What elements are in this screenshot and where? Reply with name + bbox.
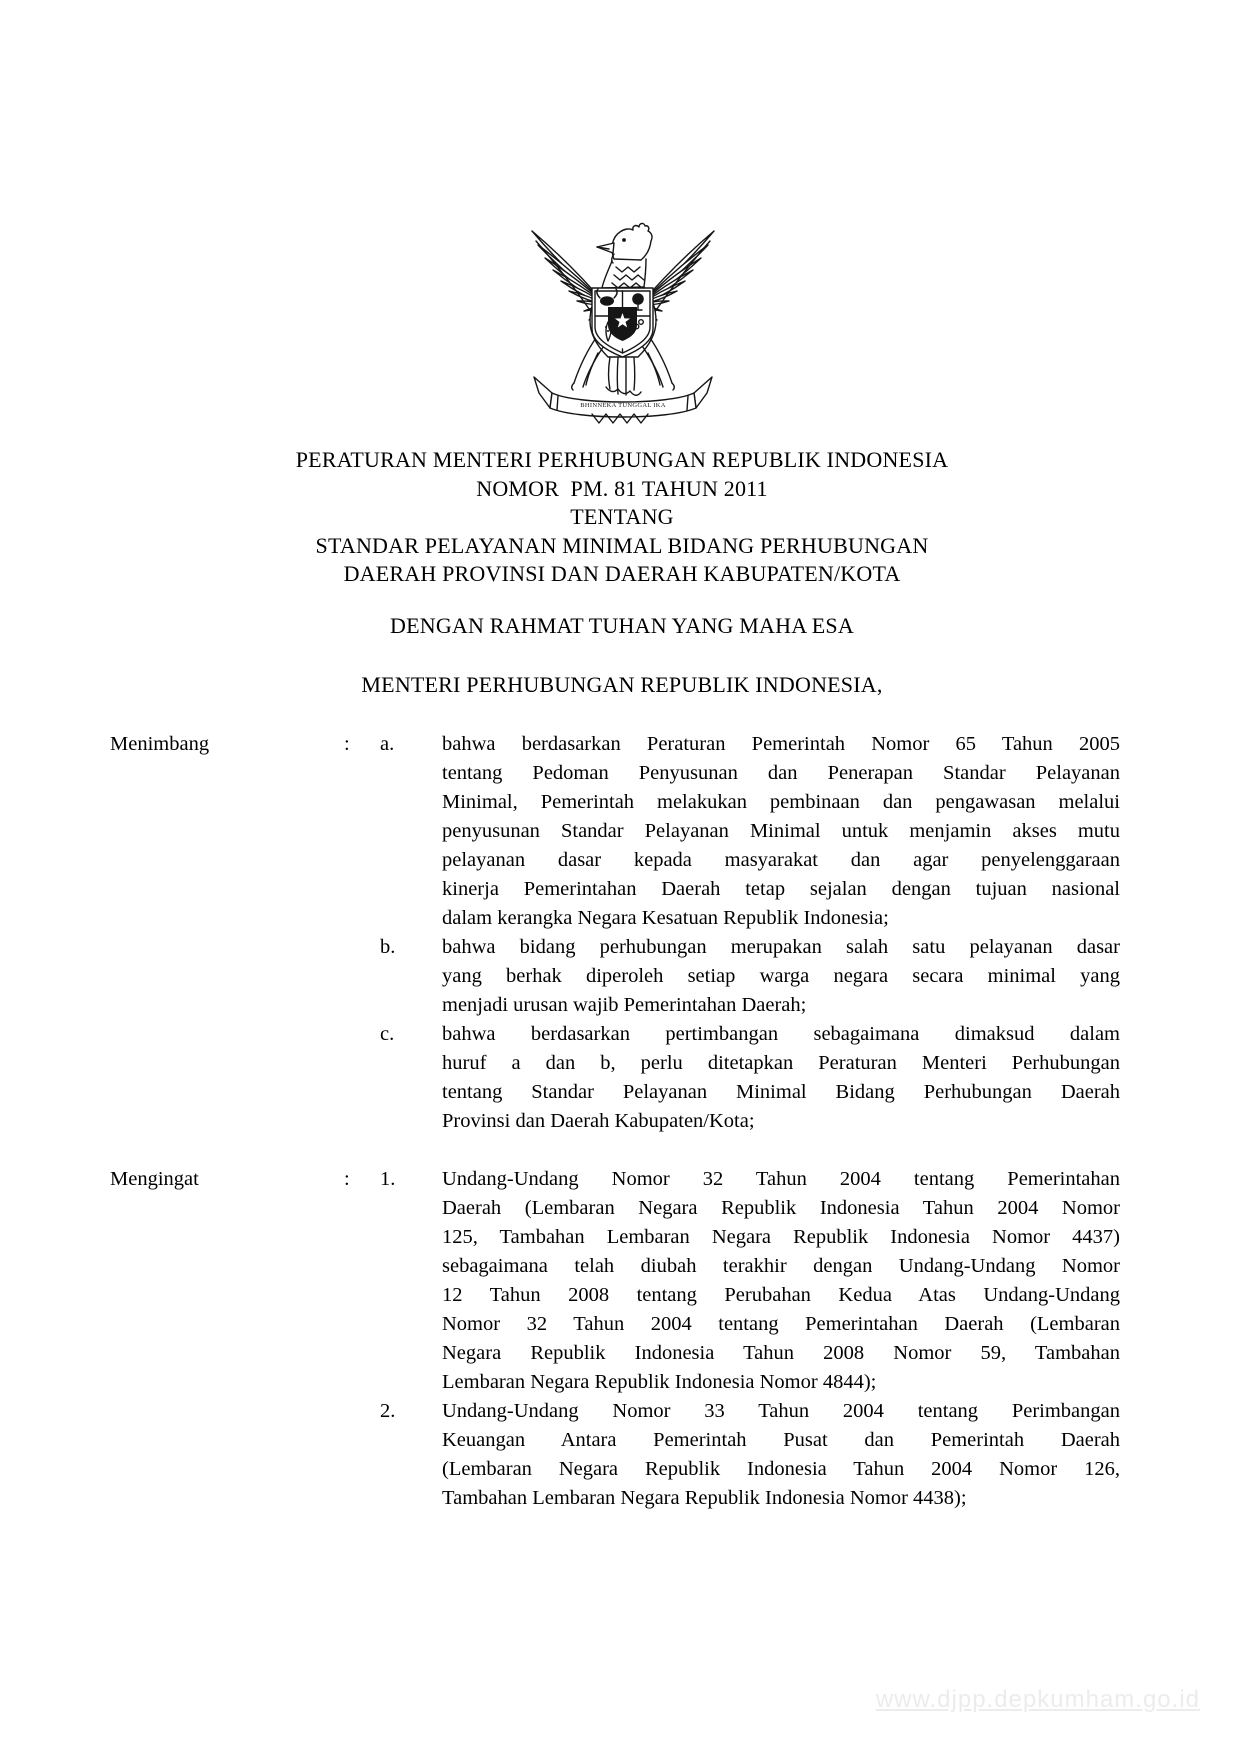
text-line: yang berhak diperoleh setiap warga negara secara minimal yang <box>442 965 1120 987</box>
section-label: Menimbang <box>110 733 210 755</box>
preamble-item <box>107 1397 1120 1513</box>
regulation-title <box>107 446 1137 589</box>
text-line: sebagaimana telah diubah terakhir dengan Undang-Undang Nomor <box>442 1255 1120 1277</box>
text-line: bahwa bidang perhubungan merupakan salah satu pelayanan dasar <box>442 936 1120 958</box>
text-line: pelayanan dasar kepada masyarakat dan agar penyelenggaraan <box>442 849 1120 871</box>
text-line: Keuangan Antara Pemerintah Pusat dan Pemerintah Daerah <box>442 1429 1120 1451</box>
item-marker: b. <box>380 936 396 958</box>
text-line: Undang-Undang Nomor 33 Tahun 2004 tentang Perimbangan <box>442 1400 1120 1422</box>
garuda-emblem-graphic <box>528 217 718 425</box>
text-line: Lembaran Negara Republik Indonesia Nomor 4844); <box>442 1371 877 1393</box>
text-line: kinerja Pemerintahan Daerah tetap sejalan dengan tujuan nasional <box>442 878 1120 900</box>
garuda-pancasila-emblem <box>528 217 718 425</box>
item-marker: 1. <box>380 1168 396 1190</box>
preamble-item <box>107 1020 1120 1136</box>
text-line: Negara Republik Indonesia Tahun 2008 Nomor 59, Tambahan <box>442 1342 1120 1364</box>
authority-line <box>107 670 1137 699</box>
section-label: Mengingat <box>110 1168 199 1190</box>
item-marker: a. <box>380 733 395 755</box>
item-text <box>442 1020 1120 1136</box>
text-line: tentang Pedoman Penyusunan dan Penerapan Standar Pelayanan <box>442 762 1120 784</box>
text-line: menjadi urusan wajib Pemerintahan Daerah; <box>442 994 807 1016</box>
section-colon: : <box>344 1168 350 1190</box>
eagle-head <box>597 223 652 288</box>
text-line: 125, Tambahan Lembaran Negara Republik Indonesia Nomor 4437) <box>442 1226 1120 1248</box>
preamble-item <box>107 1165 1120 1397</box>
item-text <box>442 1397 1120 1513</box>
section-colon: : <box>344 733 350 755</box>
text-line: Provinsi dan Daerah Kabupaten/Kota; <box>442 1110 755 1132</box>
item-marker: 2. <box>380 1400 396 1422</box>
invocation-line <box>107 611 1137 640</box>
title-line: NOMOR PM. 81 TAHUN 2011 <box>476 475 768 501</box>
title-line: TENTANG <box>570 504 674 529</box>
text-line: Tambahan Lembaran Negara Republik Indonesia Nomor 4438); <box>442 1487 967 1509</box>
text-line: dalam kerangka Negara Kesatuan Republik Indonesia; <box>442 907 889 929</box>
text-line: Nomor 32 Tahun 2004 tentang Pemerintahan Daerah (Lembaran <box>442 1313 1120 1335</box>
text-line: tentang Standar Pelayanan Minimal Bidang Perhubungan Daerah <box>442 1081 1120 1103</box>
authority-text: MENTERI PERHUBUNGAN REPUBLIK INDONESIA, <box>361 672 883 697</box>
text-line: penyusunan Standar Pelayanan Minimal untuk menjamin akses mutu <box>442 820 1120 842</box>
emblem-motto: BHINNEKA TUNGGAL IKA <box>580 402 666 409</box>
text-line: huruf a dan b, perlu ditetapkan Peraturan Menteri Perhubungan <box>442 1052 1120 1074</box>
text-line: Minimal, Pemerintah melakukan pembinaan dan pengawasan melalui <box>442 791 1120 813</box>
text-line: bahwa berdasarkan Peraturan Pemerintah Nomor 65 Tahun 2005 <box>442 733 1120 755</box>
item-marker: c. <box>380 1023 395 1045</box>
text-line: 12 Tahun 2008 tentang Perubahan Kedua Atas Undang-Undang <box>442 1284 1120 1306</box>
title-line: PERATURAN MENTERI PERHUBUNGAN REPUBLIK INDONESIA <box>295 447 949 472</box>
title-line: DAERAH PROVINSI DAN DAERAH KABUPATEN/KOTA <box>343 561 901 586</box>
invocation-text: DENGAN RAHMAT TUHAN YANG MAHA ESA <box>390 613 854 638</box>
text-line: Undang-Undang Nomor 32 Tahun 2004 tentang Pemerintahan <box>442 1168 1120 1190</box>
section-gap <box>107 1136 1120 1165</box>
item-text <box>442 730 1120 933</box>
preamble-item <box>107 730 1120 933</box>
text-line: bahwa berdasarkan pertimbangan sebagaimana dimaksud dalam <box>442 1023 1120 1045</box>
text-line: Daerah (Lembaran Negara Republik Indonesia Tahun 2004 Nomor <box>442 1197 1120 1219</box>
preamble-item <box>107 933 1120 1020</box>
item-text <box>442 933 1120 1020</box>
watermark-text: www.djpp.depkumham.go.id <box>875 1686 1200 1713</box>
item-text <box>442 1165 1120 1397</box>
motto-banner <box>534 377 712 423</box>
title-line: STANDAR PELAYANAN MINIMAL BIDANG PERHUBUNGAN <box>315 532 929 558</box>
preamble <box>107 730 1120 1513</box>
text-line: (Lembaran Negara Republik Indonesia Tahun 2004 Nomor 126, <box>442 1458 1120 1480</box>
